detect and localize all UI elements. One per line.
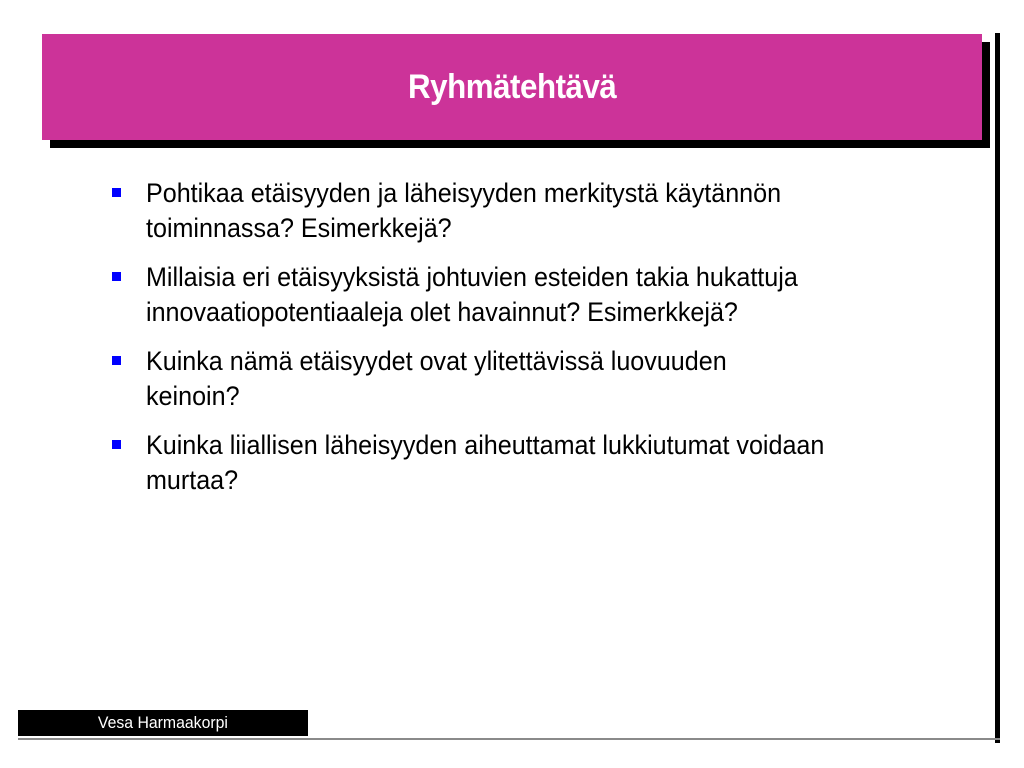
square-bullet-icon (112, 440, 121, 449)
bullet-text: Kuinka liiallisen läheisyyden aiheuttamat lukkiutumat voidaan murtaa? (146, 430, 825, 495)
slide-title: Ryhmätehtävä (407, 67, 617, 106)
square-bullet-icon (112, 356, 121, 365)
bullet-list (108, 176, 928, 512)
bullet-text: Millaisia eri etäisyyksistä johtuvien esteiden takia hukattuja innovaatiopotentiaaleja olet havainnut? Esimerkkejä? (146, 262, 798, 327)
footer-author-box (18, 710, 308, 736)
square-bullet-icon (112, 272, 121, 281)
bullet-item (108, 344, 928, 414)
square-bullet-icon (112, 188, 121, 197)
bullet-item (108, 428, 928, 498)
title-banner (42, 34, 982, 140)
bullet-item (108, 260, 928, 330)
bottom-rule (18, 738, 1000, 740)
footer-author: Vesa Harmaakorpi (97, 713, 229, 732)
bullet-text: Kuinka nämä etäisyydet ovat ylitettävissä luovuuden keinoin? (146, 346, 727, 411)
bullet-text: Pohtikaa etäisyyden ja läheisyyden merkitystä käytännön toiminnassa? Esimerkkejä? (146, 178, 782, 243)
bullet-item (108, 176, 928, 246)
right-edge-rule (995, 33, 1000, 743)
